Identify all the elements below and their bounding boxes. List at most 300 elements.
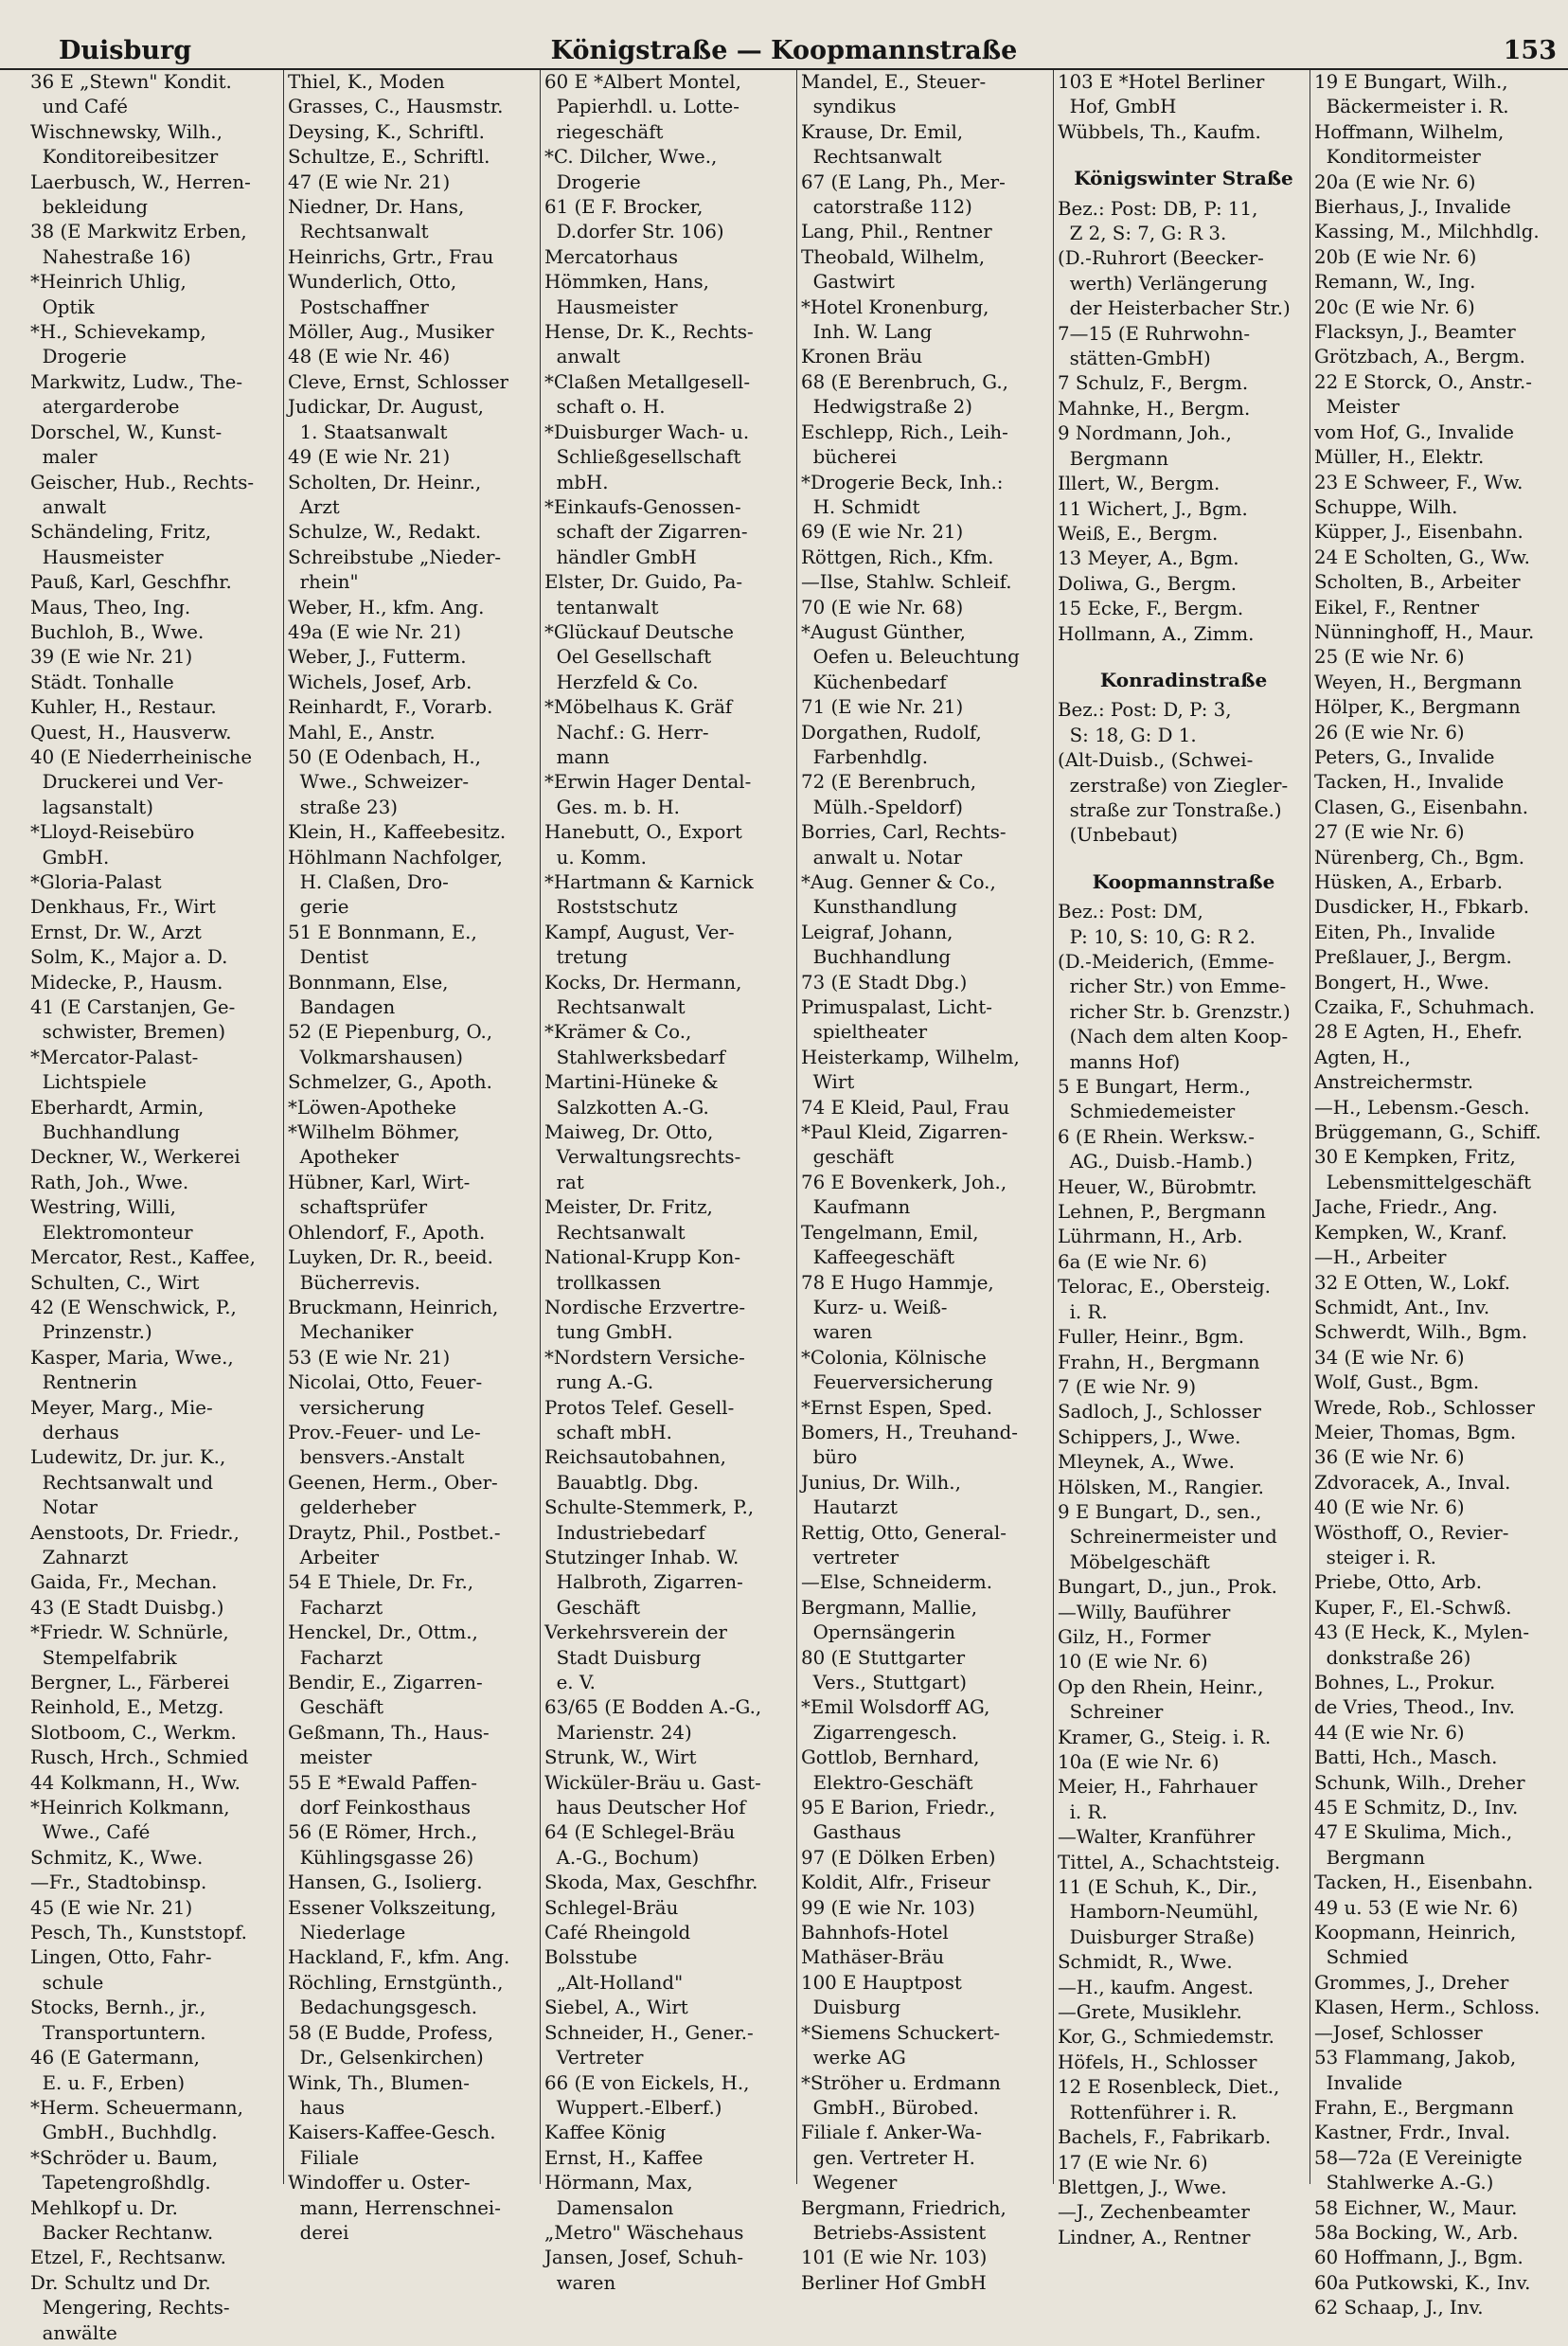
directory-column xyxy=(796,70,1053,2294)
directory-entry-line: Mengering, Rechts- xyxy=(30,2297,230,2319)
directory-entry-line: Notar xyxy=(30,1496,98,1519)
directory-entry-line: versicherung xyxy=(288,1396,425,1419)
directory-entry-line: 63/65 (E Bodden A.-G., xyxy=(544,1696,762,1719)
directory-entry-line: Frahn, H., Bergmann xyxy=(1058,1351,1260,1373)
directory-entry-line: Ernst, Dr. W., Arzt xyxy=(30,921,202,943)
directory-entry-line: Nürenberg, Ch., Bgm. xyxy=(1314,846,1524,869)
directory-entry-line: Klein, H., Kaffeebesitz. xyxy=(288,821,507,844)
directory-entry-line: Mathäser-Bräu xyxy=(801,1946,945,1969)
directory-entry-line: *August Günther, xyxy=(801,620,966,643)
directory-entry-line: Doliwa, G., Bergm. xyxy=(1058,572,1238,595)
directory-entry-line: Kaffeegeschäft xyxy=(801,1246,955,1269)
directory-entry-line: 61 (E F. Brocker, xyxy=(544,196,704,219)
directory-entry-line: Damensalon xyxy=(544,2196,674,2219)
directory-entry-line: Koldit, Alfr., Friseur xyxy=(801,1871,990,1894)
directory-entry-line: haus Deutscher Hof xyxy=(544,1797,746,1819)
directory-entry-line: 6 (E Rhein. Werksw.- xyxy=(1058,1125,1255,1148)
directory-entry-line: Dentist xyxy=(288,946,369,969)
directory-entry-line: Jansen, Josef, Schuh- xyxy=(544,2247,744,2269)
directory-entry-line: 51 E Bonnmann, E., xyxy=(288,921,477,943)
directory-entry-line: anwalt xyxy=(30,495,107,518)
directory-entry-line: e. V. xyxy=(544,1672,596,1693)
directory-entry-line: Duisburger Straße) xyxy=(1058,1925,1256,1948)
directory-entry-line: Grommes, J., Dreher xyxy=(1314,1971,1509,1994)
directory-entry-line: Klasen, Herm., Schloss. xyxy=(1314,1997,1541,2019)
directory-entry-line: —H., Arbeiter xyxy=(1314,1246,1447,1269)
directory-entry-line: Lührmann, H., Arb. xyxy=(1058,1226,1243,1248)
directory-entry-line: Geenen, Herm., Ober- xyxy=(288,1471,498,1494)
directory-entry-line: Meier, Thomas, Bgm. xyxy=(1314,1421,1517,1443)
directory-entry-line: Henckel, Dr., Ottm., xyxy=(288,1621,478,1644)
directory-entry-line: Geschäft xyxy=(544,1596,641,1619)
directory-entry-line: straße 23) xyxy=(288,796,399,818)
directory-entry-line: Hof, GmbH xyxy=(1058,96,1177,118)
directory-entry-line: Ohlendorf, F., Apoth. xyxy=(288,1221,486,1244)
directory-entry-line: (D.-Meiderich, (Emme- xyxy=(1058,951,1274,973)
directory-entry-line: Scholten, Dr. Heinr., xyxy=(288,471,482,493)
directory-entry-line: 80 (E Stuttgarter xyxy=(801,1646,966,1669)
directory-entry-line: Elektro-Geschäft xyxy=(801,1771,973,1794)
directory-entry-line: Schmiedemeister xyxy=(1058,1101,1236,1123)
directory-entry-line: *Gloria-Palast xyxy=(30,871,162,893)
directory-entry-line: 32 E Otten, W., Lokf. xyxy=(1314,1271,1510,1294)
directory-entry-line: schule xyxy=(30,1971,104,1994)
directory-entry-line: Op den Rhein, Heinr., xyxy=(1058,1675,1264,1698)
directory-entry-line: 36 (E wie Nr. 6) xyxy=(1314,1446,1465,1469)
directory-entry-line: 95 E Barion, Friedr., xyxy=(801,1797,996,1819)
directory-entry-line: Mahnke, H., Bergm. xyxy=(1058,397,1251,420)
directory-entry-line: 58 Eichner, W., Maur. xyxy=(1314,2196,1518,2219)
directory-entry-line: Schmelzer, G., Apoth. xyxy=(288,1071,492,1094)
directory-entry-line: Zahnarzt xyxy=(30,1546,129,1568)
directory-entry-line: 58—72a (E Vereinigte xyxy=(1314,2146,1523,2169)
directory-entry-line: Stahlwerksbedarf xyxy=(544,1046,725,1068)
directory-entry-line: Ges. m. b. H. xyxy=(544,796,680,818)
directory-entry-line: werke AG xyxy=(801,2047,906,2069)
directory-entry-line: 62 Schaap, J., Inv. xyxy=(1314,2297,1484,2319)
directory-entry-line: Eiten, Ph., Invalide xyxy=(1314,921,1496,943)
directory-entry-line: Kühlingsgasse 26) xyxy=(288,1846,474,1869)
directory-entry-line: Denkhaus, Fr., Wirt xyxy=(30,896,216,919)
directory-entry-line: *Heinrich Uhlig, xyxy=(30,271,187,294)
directory-entry-line: Kor, G., Schmiedemstr. xyxy=(1058,2026,1274,2049)
directory-entry-line: Transportuntern. xyxy=(30,2021,206,2044)
directory-entry-line: Hüsken, A., Erbarb. xyxy=(1314,871,1504,893)
directory-column xyxy=(27,70,283,2344)
directory-entry-line: Laerbusch, W., Herren- xyxy=(30,170,251,193)
directory-entry-line: Elektromonteur xyxy=(30,1221,193,1244)
directory-entry-line: schaft mbH. xyxy=(544,1421,672,1443)
directory-entry-line: Hübner, Karl, Wirt- xyxy=(288,1171,471,1193)
directory-entry-line: Röchling, Ernstgünth., xyxy=(288,1971,504,1994)
directory-entry-line: gerie xyxy=(288,896,349,919)
directory-entry-line: Rechtsanwalt xyxy=(544,1221,686,1244)
directory-entry-line: 20c (E wie Nr. 6) xyxy=(1314,295,1475,318)
directory-entry-line: 11 Wichert, J., Bgm. xyxy=(1058,497,1248,520)
directory-entry-line: Kunsthandlung xyxy=(801,896,957,919)
directory-entry-line: Kasper, Maria, Wwe., xyxy=(30,1346,234,1369)
directory-entry-line: Schulze, W., Redakt. xyxy=(288,521,482,544)
directory-entry-line: Gottlob, Bernhard, xyxy=(801,1746,980,1769)
directory-entry-line: Niedner, Dr. Hans, xyxy=(288,196,465,219)
directory-entry-line: manns Hof) xyxy=(1058,1050,1181,1073)
directory-entry-line: Konditoreibesitzer xyxy=(30,146,219,169)
directory-entry-line: 45 E Schmitz, D., Inv. xyxy=(1314,1797,1519,1819)
directory-entry-line: 5 E Bungart, Herm., xyxy=(1058,1076,1251,1099)
directory-entry-line: Nahestraße 16) xyxy=(30,245,191,268)
directory-entry-line: maler xyxy=(30,446,98,469)
directory-entry-line: *Herm. Scheuermann, xyxy=(30,2096,243,2119)
directory-entry-line: Oefen u. Beleuchtung xyxy=(801,646,1020,669)
directory-entry-line: Wichels, Josef, Arb. xyxy=(288,671,472,693)
directory-entry-line: 68 (E Berenbruch, G., xyxy=(801,370,1008,393)
directory-entry-line: Judickar, Dr. August, xyxy=(288,396,484,419)
directory-entry-line: Küchenbedarf xyxy=(801,671,947,693)
directory-entry-line: Betriebs-Assistent xyxy=(801,2221,987,2244)
directory-entry-line: Verkehrsverein der xyxy=(544,1621,727,1644)
directory-entry-line: Lingen, Otto, Fahr- xyxy=(30,1946,212,1969)
directory-entry-line: Hense, Dr. K., Rechts- xyxy=(544,321,754,344)
directory-entry-line: 60 Hoffmann, J., Bgm. xyxy=(1314,2247,1523,2269)
directory-entry-line: Lichtspiele xyxy=(30,1071,147,1094)
directory-entry-line: Arbeiter xyxy=(288,1546,380,1568)
directory-entry-line: *Drogerie Beck, Inh.: xyxy=(801,471,1004,493)
directory-entry-line: vertreter xyxy=(801,1546,900,1568)
directory-entry-line: Rettig, Otto, General- xyxy=(801,1521,1007,1544)
directory-entry-line: Wuppert.-Elberf.) xyxy=(544,2096,722,2119)
directory-entry-line: 43 (E Stadt Duisbg.) xyxy=(30,1596,224,1619)
directory-entry-line: Bergmann, Friedrich, xyxy=(801,2196,1007,2219)
directory-entry-line: bücherei xyxy=(801,446,897,469)
directory-entry-line: Wegener xyxy=(801,2172,898,2194)
directory-entry-line: mann xyxy=(544,745,610,768)
directory-entry-line: 50 (E Odenbach, H., xyxy=(288,745,481,768)
directory-entry-line: 54 E Thiele, Dr. Fr., xyxy=(288,1571,474,1594)
directory-entry-line: 55 E *Ewald Paffen- xyxy=(288,1771,477,1794)
directory-entry-line: Batti, Hch., Masch. xyxy=(1314,1746,1498,1769)
directory-entry-line: Bez.: Post: D, P: 3, xyxy=(1058,699,1232,722)
directory-entry-line: Bergmann xyxy=(1058,447,1168,470)
directory-entry-line: Hamborn-Neumühl, xyxy=(1058,1901,1259,1924)
directory-entry-line: 27 (E wie Nr. 6) xyxy=(1314,821,1465,844)
directory-entry-line: Nachf.: G. Herr- xyxy=(544,721,709,743)
directory-entry-line: schaftsprüfer xyxy=(288,1196,428,1219)
directory-entry-line: Oel Gesellschaft xyxy=(544,646,712,669)
directory-entry-line: *Duisburger Wach- u. xyxy=(544,421,750,443)
directory-entry-line: Rusch, Hrch., Schmied xyxy=(30,1746,249,1769)
directory-entry-line: 19 E Bungart, Wilh., xyxy=(1314,71,1508,93)
directory-entry-line: Mehlkopf u. Dr. xyxy=(30,2196,178,2219)
directory-entry-line: 47 (E wie Nr. 21) xyxy=(288,170,451,193)
directory-entry-line: Markwitz, Ludw., The- xyxy=(30,370,243,393)
directory-entry-line: 9 E Bungart, D., sen., xyxy=(1058,1500,1262,1523)
directory-entry-line: Geischer, Hub., Rechts- xyxy=(30,471,255,493)
directory-entry-line: 10 (E wie Nr. 6) xyxy=(1058,1651,1208,1674)
directory-entry-line: Hoffmann, Wilhelm, xyxy=(1314,120,1505,143)
directory-entry-line: vom Hof, G., Invalide xyxy=(1314,421,1514,443)
directory-entry-line: 60a Putkowski, K., Inv. xyxy=(1314,2271,1531,2294)
directory-entry-line: Stempelfabrik xyxy=(30,1646,177,1669)
directory-entry-line: zerstraße) von Ziegler- xyxy=(1058,774,1289,797)
directory-entry-line: Westring, Willi, xyxy=(30,1196,176,1219)
directory-entry-line: Café Rheingold xyxy=(544,1922,691,1944)
directory-entry-line: Lindner, A., Rentner xyxy=(1058,2226,1251,2248)
directory-entry-line: Höhlmann Nachfolger, xyxy=(288,846,503,869)
street-heading: Konradinstraße xyxy=(1099,668,1268,691)
directory-entry-line: Protos Telef. Gesell- xyxy=(544,1396,735,1419)
directory-entry-line: händler GmbH xyxy=(544,546,697,568)
directory-entry-line: Schmidt, R., Wwe. xyxy=(1058,1951,1233,1974)
directory-entry-line: Dr. Schultz und Dr. xyxy=(30,2271,211,2294)
directory-entry-line: Optik xyxy=(30,295,95,318)
directory-entry-line: Bez.: Post: DB, P: 11, xyxy=(1058,197,1258,220)
directory-entry-line: Eikel, F., Rentner xyxy=(1314,596,1480,618)
directory-entry-line: Pauß, Karl, Geschfhr. xyxy=(30,571,232,594)
directory-entry-line: Stutzinger Inhab. W. xyxy=(544,1546,739,1568)
directory-entry-line: Wink, Th., Blumen- xyxy=(288,2071,470,2094)
directory-entry-line: Dusdicker, H., Fbkarb. xyxy=(1314,896,1530,919)
directory-entry-line: Junius, Dr. Wilh., xyxy=(801,1471,961,1494)
directory-entry-line: 67 (E Lang, Ph., Mer- xyxy=(801,170,1006,193)
directory-entry-line: Hansen, G., Isolierg. xyxy=(288,1871,483,1894)
page-number: 153 xyxy=(1503,36,1557,65)
directory-entry-line: Kronen Bräu xyxy=(801,346,923,368)
directory-entry-line: Wicküler-Bräu u. Gast- xyxy=(544,1771,761,1794)
directory-entry-line: 12 E Rosenbleck, Diet., xyxy=(1058,2076,1280,2099)
directory-entry-line: Nicolai, Otto, Feuer- xyxy=(288,1371,483,1394)
directory-entry-line: der Heisterbacher Str.) xyxy=(1058,297,1291,320)
directory-entry-line: trollkassen xyxy=(544,1271,662,1294)
directory-entry-line: Kocks, Dr. Hermann, xyxy=(544,971,742,994)
directory-entry-line: bekleidung xyxy=(30,196,149,219)
directory-column xyxy=(1053,70,1310,2248)
directory-entry-line: Rechtsanwalt xyxy=(801,146,942,169)
directory-entry-line: Kastner, Frdr., Inval. xyxy=(1314,2122,1511,2144)
directory-entry-line: 6a (E wie Nr. 6) xyxy=(1058,1250,1207,1273)
directory-entry-line: *Claßen Metallgesell- xyxy=(544,370,751,393)
directory-entry-line: Mahl, E., Anstr. xyxy=(288,721,436,743)
directory-entry-line: 49a (E wie Nr. 21) xyxy=(288,620,462,643)
directory-entry-line: 101 (E wie Nr. 103) xyxy=(801,2247,988,2269)
directory-entry-line: Kampf, August, Ver- xyxy=(544,921,735,943)
directory-entry-line: Roststschutz xyxy=(544,896,678,919)
directory-entry-line: Tapetengroßhdlg. xyxy=(30,2172,211,2194)
directory-entry-line: Telorac, E., Obersteig. xyxy=(1058,1276,1271,1298)
directory-entry-line: Bandagen xyxy=(288,996,396,1019)
directory-entry-line: Duisburg xyxy=(801,1997,901,2019)
directory-entry-line: Schmidt, Ant., Inv. xyxy=(1314,1296,1490,1318)
directory-entry-line: —Josef, Schlosser xyxy=(1314,2021,1483,2044)
directory-entry-line: Schmied xyxy=(1314,1946,1409,1969)
directory-entry-line: schaft o. H. xyxy=(544,396,666,419)
directory-entry-line: bensvers.-Anstalt xyxy=(288,1446,465,1469)
directory-entry-line: Filiale f. Anker-Wa- xyxy=(801,2122,982,2144)
directory-entry-line: 13 Meyer, A., Bgm. xyxy=(1058,547,1239,570)
directory-entry-line: Kuhler, H., Restaur. xyxy=(30,696,217,719)
directory-entry-line: 69 (E wie Nr. 21) xyxy=(801,521,964,544)
directory-entry-line: 97 (E Dölken Erben) xyxy=(801,1846,996,1869)
directory-entry-line: Rechtsanwalt xyxy=(544,996,686,1019)
directory-entry-line: Kramer, G., Steig. i. R. xyxy=(1058,1726,1272,1748)
directory-entry-line: Peters, G., Invalide xyxy=(1314,745,1495,768)
directory-entry-line: Kaffee König xyxy=(544,2122,667,2144)
directory-entry-line: Wösthoff, O., Revier- xyxy=(1314,1521,1509,1544)
directory-entry-line: 53 (E wie Nr. 21) xyxy=(288,1346,451,1369)
directory-entry-line: Flacksyn, J., Beamter xyxy=(1314,321,1516,344)
directory-entry-line: „Metro" Wäschehaus xyxy=(544,2221,744,2244)
directory-entry-line: Heinrichs, Grtr., Frau xyxy=(288,245,494,268)
directory-entry-line: Schneider, H., Gener.- xyxy=(544,2021,754,2044)
directory-entry-line: Mülh.-Speldorf) xyxy=(801,796,963,818)
directory-entry-line: *Ströher u. Erdmann xyxy=(801,2071,1001,2094)
directory-entry-line: Vertreter xyxy=(544,2047,644,2069)
directory-entry-line: D.dorfer Str. 106) xyxy=(544,221,724,243)
directory-entry-line: —H., Lebensm.-Gesch. xyxy=(1314,1096,1530,1119)
directory-entry-line: Dorgathen, Rudolf, xyxy=(801,721,982,743)
directory-entry-line: Gilz, H., Former xyxy=(1058,1625,1211,1648)
directory-entry-line: Grötzbach, A., Bergm. xyxy=(1314,346,1525,368)
directory-entry-line: Clasen, G., Eisenbahn. xyxy=(1314,796,1528,818)
directory-entry-line: 66 (E von Eickels, H., xyxy=(544,2071,750,2094)
directory-entry-line: 60 E *Albert Montel, xyxy=(544,71,741,93)
directory-entry-line: haus xyxy=(288,2096,346,2119)
directory-entry-line: donkstraße 26) xyxy=(1314,1646,1471,1669)
directory-entry-line: schwister, Bremen) xyxy=(30,1021,226,1044)
directory-entry-line: *Lloyd-Reisebüro xyxy=(30,821,195,844)
directory-entry-line: Nünninghoff, H., Maur. xyxy=(1314,620,1535,643)
directory-entry-line: riegeschäft xyxy=(544,120,664,143)
directory-entry-line: Kempken, W., Kranf. xyxy=(1314,1221,1507,1244)
directory-entry-line: 39 (E wie Nr. 21) xyxy=(30,646,193,669)
directory-column xyxy=(283,70,540,2244)
directory-entry-line: Kaufmann xyxy=(801,1196,911,1219)
directory-entry-line: Skoda, Max, Geschfhr. xyxy=(544,1871,758,1894)
directory-entry-line: *C. Dilcher, Wwe., xyxy=(544,146,718,169)
directory-entry-line: 72 (E Berenbruch, xyxy=(801,771,977,794)
directory-entry-line: Rechtsanwalt und xyxy=(30,1471,214,1494)
directory-entry-line: rung A.-G. xyxy=(544,1371,654,1394)
directory-entry-line: Bohnes, L., Prokur. xyxy=(1314,1672,1496,1693)
directory-entry-line: Mercator, Rest., Kaffee, xyxy=(30,1246,256,1269)
directory-entry-line: (Unbebaut) xyxy=(1058,824,1178,847)
directory-entry-line: Geschäft xyxy=(288,1696,384,1719)
directory-entry-line: i. R. xyxy=(1058,1800,1108,1823)
directory-entry-line: 20b (E wie Nr. 6) xyxy=(1314,245,1477,268)
directory-entry-line: *Hartmann & Karnick xyxy=(544,871,754,893)
directory-entry-line: GmbH. xyxy=(30,846,110,869)
directory-entry-line: Hollmann, A., Zimm. xyxy=(1058,622,1255,645)
directory-entry-line: *Hotel Kronenburg, xyxy=(801,295,989,318)
directory-entry-line: Strunk, W., Wirt xyxy=(544,1746,697,1769)
directory-entry-line: Schreinermeister und xyxy=(1058,1526,1277,1549)
directory-entry-line: 23 E Schweer, F., Ww. xyxy=(1314,471,1523,493)
directory-entry-line: meister xyxy=(288,1746,372,1769)
directory-entry-line: Verwaltungsrechts- xyxy=(544,1146,741,1169)
directory-entry-line: Marienstr. 24) xyxy=(544,1721,692,1744)
directory-entry-line: S: 18, G: D 1. xyxy=(1058,724,1197,746)
directory-entry-line: straße zur Tonstraße.) xyxy=(1058,798,1282,821)
directory-entry-line: 49 (E wie Nr. 21) xyxy=(288,446,451,469)
directory-entry-line: Kurz- u. Weiß- xyxy=(801,1296,948,1318)
directory-entry-line: *Wilhelm Böhmer, xyxy=(288,1121,460,1144)
directory-entry-line: Bahnhofs-Hotel xyxy=(801,1922,949,1944)
directory-entry-line: Herzfeld & Co. xyxy=(544,671,699,693)
directory-entry-line: Meier, H., Fahrhauer xyxy=(1058,1776,1257,1799)
directory-entry-line: Mechaniker xyxy=(288,1321,414,1344)
directory-entry-line: *Schröder u. Baum, xyxy=(30,2146,219,2169)
directory-entry-line: 17 (E wie Nr. 6) xyxy=(1058,2151,1208,2174)
directory-entry-line: derei xyxy=(288,2221,349,2244)
directory-entry-line: Scholten, B., Arbeiter xyxy=(1314,571,1521,594)
directory-entry-line: schaft der Zigarren- xyxy=(544,521,748,544)
directory-entry-line: geschäft xyxy=(801,1146,894,1169)
directory-entry-line: *Siemens Schuckert- xyxy=(801,2021,1001,2044)
directory-entry-line: Röttgen, Rich., Kfm. xyxy=(801,546,994,568)
directory-entry-line: Hörmann, Max, xyxy=(544,2172,693,2194)
directory-entry-line: Städt. Tonhalle xyxy=(30,671,174,693)
directory-entry-line: —Fr., Stadtobinsp. xyxy=(30,1871,207,1894)
directory-entry-line: Dorschel, W., Kunst- xyxy=(30,421,223,443)
directory-entry-line: 7 (E wie Nr. 9) xyxy=(1058,1375,1197,1398)
directory-entry-line: Cleve, Ernst, Schlosser xyxy=(288,370,509,393)
directory-entry-line: Fuller, Heinr., Bgm. xyxy=(1058,1326,1245,1349)
directory-entry-line: gelderheber xyxy=(288,1496,417,1519)
directory-entry-line: Reichsautobahnen, xyxy=(544,1446,726,1469)
directory-entry-line: 11 (E Schuh, K., Dir., xyxy=(1058,1876,1258,1899)
directory-entry-line: Stadt Duisburg xyxy=(544,1646,702,1669)
directory-entry-line: Primuspalast, Licht- xyxy=(801,996,992,1019)
directory-entry-line: Prinzenstr.) xyxy=(30,1321,152,1344)
directory-entry-line: Z 2, S: 7, G: R 3. xyxy=(1058,223,1227,245)
directory-entry-line: Kassing, M., Milchhdlg. xyxy=(1314,221,1540,243)
directory-entry-line: lagsanstalt) xyxy=(30,796,153,818)
directory-entry-line: 28 E Agten, H., Ehefr. xyxy=(1314,1021,1523,1044)
directory-entry-line: Weber, H., kfm. Ang. xyxy=(288,596,485,618)
directory-entry-line: Tengelmann, Emil, xyxy=(801,1221,979,1244)
directory-entry-line: —H., kaufm. Angest. xyxy=(1058,1976,1254,1998)
directory-entry-line: anwälte xyxy=(30,2321,117,2344)
directory-entry-line: 74 E Kleid, Paul, Frau xyxy=(801,1096,1010,1119)
directory-entry-line: Hömmken, Hans, xyxy=(544,271,709,294)
directory-entry-line: 42 (E Wenschwick, P., xyxy=(30,1296,237,1318)
directory-entry-line: Windoffer u. Oster- xyxy=(288,2172,471,2194)
directory-entry-line: E. u. F., Erben) xyxy=(30,2071,186,2094)
directory-entry-line: Hölsken, M., Rangier. xyxy=(1058,1476,1264,1498)
directory-entry-line: Ludewitz, Dr. jur. K., xyxy=(30,1446,226,1469)
directory-entry-line: Küpper, J., Eisenbahn. xyxy=(1314,521,1523,544)
directory-entry-line: Niederlage xyxy=(288,1922,406,1944)
directory-entry-line: Wolf, Gust., Bgm. xyxy=(1314,1371,1480,1394)
directory-entry-line: anwalt u. Notar xyxy=(801,846,963,869)
directory-entry-line: Buchhandlung xyxy=(30,1121,181,1144)
directory-entry-line: Arzt xyxy=(288,495,340,518)
directory-entry-line: Mandel, E., Steuer- xyxy=(801,71,987,93)
directory-entry-line: 70 (E wie Nr. 68) xyxy=(801,596,964,618)
directory-entry-line: Volkmarshausen) xyxy=(288,1046,464,1068)
directory-entry-line: Weber, J., Futterm. xyxy=(288,646,467,669)
directory-entry-line: stätten-GmbH) xyxy=(1058,348,1211,370)
directory-entry-line: steiger i. R. xyxy=(1314,1546,1436,1568)
directory-entry-line: *Heinrich Kolkmann, xyxy=(30,1797,230,1819)
directory-entry-line: Berliner Hof GmbH xyxy=(801,2271,987,2294)
directory-entry-line: 52 (E Piepenburg, O., xyxy=(288,1021,493,1044)
directory-entry-line: Buchloh, B., Wwe. xyxy=(30,620,205,643)
directory-entry-line: (Alt-Duisb., (Schwei- xyxy=(1058,749,1254,772)
directory-entry-line: Drogerie xyxy=(544,170,641,193)
directory-entry-line: Hautarzt xyxy=(801,1496,898,1519)
directory-entry-line: Lang, Phil., Rentner xyxy=(801,221,992,243)
directory-entry-line: Borries, Carl, Rechts- xyxy=(801,821,1007,844)
